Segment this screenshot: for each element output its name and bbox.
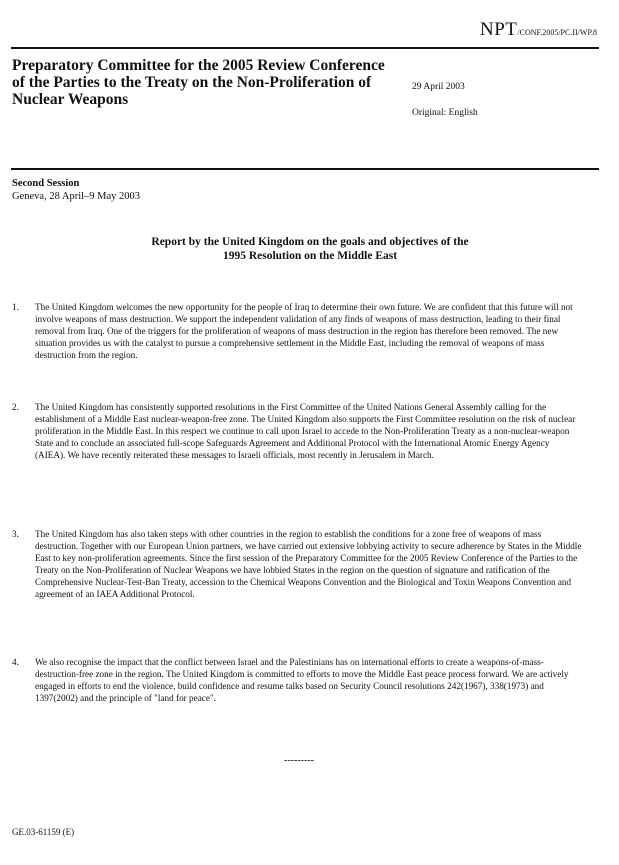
document-title bbox=[60, 236, 560, 263]
document-title-line-2: 1995 Resolution on the Middle East bbox=[222, 249, 398, 262]
end-separator: --------- bbox=[284, 755, 314, 766]
document-symbol bbox=[480, 19, 597, 41]
document-symbol-main: NPT bbox=[480, 19, 518, 40]
header-rule-bottom bbox=[11, 168, 599, 170]
document-date: 29 April 2003 bbox=[412, 82, 465, 92]
paragraph-4 bbox=[12, 657, 582, 705]
body-title: Preparatory Committee for the 2005 Review Conference of the Parties to the Treaty on the Non-Proliferation of Nuclear Weapons bbox=[12, 57, 385, 108]
paragraph-text: We also recognise the impact that the conflict between Israel and the Palestinians has on international efforts to create a weapons-of-mass-destruction-free zone in the region. The United Kingdom is committed to efforts to move the Middle East peace process forward. We are actively engaged in efforts to end the violence, build confidence and resume talks based on Security Council resolutions 242(1967), 338(1973) and 1397(2002) and the principle of "land for peace". bbox=[35, 657, 569, 703]
paragraph-text: The United Kingdom has also taken steps with other countries in the region to establish the conditions for a zone free of weapons of mass destruction. Together with our European Union partners, we have carried out extensive lobbying activity to secure adherence by States in the Middle East to key non-proliferation agreements. Since the first session of the Preparatory Committee for the 2005 Review Conference of the Parties to the Treaty on the Non-Proliferation of Nuclear Weapons we have lobbied States in the region on the question of signature and ratification of the Comprehensive Nuclear-Test-Ban Treaty, accession to the Chemical Weapons Convention and the Biological and Toxin Weapons Convention and agreement of an IAEA Additional Protocol. bbox=[35, 529, 582, 599]
paragraph-number: 3. bbox=[12, 529, 19, 539]
session-name: Second Session bbox=[12, 178, 80, 189]
paragraph-2 bbox=[12, 402, 582, 462]
document-symbol-suffix: /CONF.2005/PC.II/WP.8 bbox=[517, 28, 597, 37]
header-rule-top bbox=[11, 47, 599, 49]
paragraph-text: The United Kingdom welcomes the new opportunity for the people of Iraq to determine their own future. We are confident that this future will not involve weapons of mass destruction. We support the independent validation of any finds of weapons of mass destruction, leading to their final removal from Iraq. One of the triggers for the proliferation of weapons of mass destruction in the region has therefore been removed. The new situation provides us with the catalyst to pursue a comprehensive settlement in the Middle East, including the removal of weapons of mass destruction from the region. bbox=[35, 302, 573, 360]
paragraph-text: The United Kingdom has consistently supported resolutions in the First Committee of the United Nations General Assembly calling for the establishment of a Middle East nuclear-weapon-free zone. The United Kingdom also supports the First Committee resolution on the risk of nuclear proliferation in the Middle East. In this respect we continue to call upon Israel to accede to the Non-Proliferation Treaty as a non-nuclear-weapon State and to conclude an associated full-scope Safeguards Agreement and Additional Protocol with the International Atomic Energy Agency (AIEA). We have recently reiterated these messages to Israeli officials, most recently in Jerusalem in March. bbox=[35, 402, 576, 460]
paragraph-3 bbox=[12, 529, 582, 600]
paragraph-1 bbox=[12, 302, 582, 362]
paragraph-number: 1. bbox=[12, 302, 19, 312]
paragraph-number: 4. bbox=[12, 657, 19, 667]
job-number: GE.03-61159 (E) bbox=[12, 827, 75, 837]
document-title-line-1: Report by the United Kingdom on the goals and objectives of the bbox=[151, 236, 469, 248]
original-language: Original: English bbox=[412, 108, 478, 118]
session-place-dates: Geneva, 28 April–9 May 2003 bbox=[12, 191, 141, 202]
paragraph-number: 2. bbox=[12, 402, 19, 412]
